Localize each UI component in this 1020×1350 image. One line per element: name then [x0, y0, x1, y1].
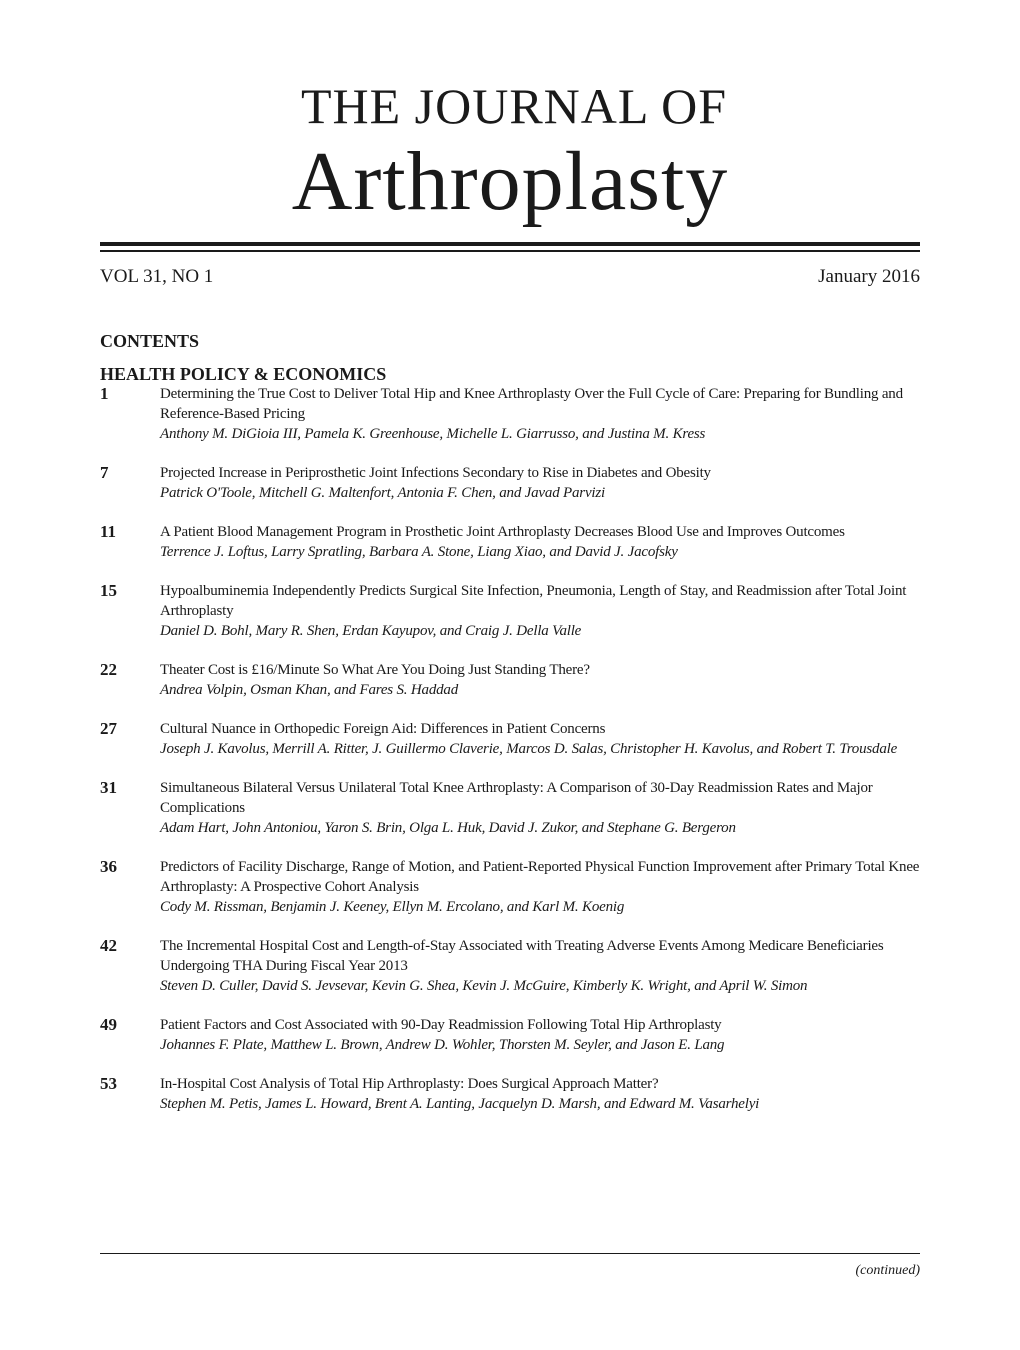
- page-number: 1: [100, 384, 109, 403]
- article-title[interactable]: Projected Increase in Periprosthetic Joint Infections Secondary to Rise in Diabetes and Obesity: [160, 465, 711, 481]
- article-title[interactable]: Predictors of Facility Discharge, Range of Motion, and Patient-Reported Physical Function Improvement after Primary Total Knee Arthroplasty: A Prospective Cohort Analysis: [160, 859, 920, 895]
- toc-entry[interactable]: [100, 384, 925, 444]
- issue-date: January 2016: [818, 266, 920, 287]
- article-authors: Adam Hart, John Antoniou, Yaron S. Brin, Olga L. Huk, David J. Zukor, and Stephane G. Bergeron: [160, 820, 736, 836]
- article-authors: Stephen M. Petis, James L. Howard, Brent A. Lanting, Jacquelyn D. Marsh, and Edward M. Vasarhelyi: [160, 1096, 760, 1112]
- journal-name-prefix: THE JOURNAL OF: [300, 78, 728, 134]
- article-title[interactable]: Determining the True Cost to Deliver Total Hip and Knee Arthroplasty Over the Full Cycle of Care: Preparing for Bundling and Reference-Based Pricing: [160, 386, 903, 422]
- article-authors: Anthony M. DiGioia III, Pamela K. Greenhouse, Michelle L. Giarrusso, and Justina M. Kress: [160, 426, 706, 442]
- issue-info: [100, 264, 920, 290]
- article-authors: Johannes F. Plate, Matthew L. Brown, Andrew D. Wohler, Thorsten M. Seyler, and Jason E. Lang: [160, 1037, 725, 1053]
- article-title[interactable]: The Incremental Hospital Cost and Length-of-Stay Associated with Treating Adverse Events Among Medicare Beneficiaries Undergoing THA During Fiscal Year 2013: [160, 938, 884, 974]
- article-title[interactable]: Hypoalbuminemia Independently Predicts Surgical Site Infection, Pneumonia, Length of Stay, and Readmission after Total Joint Arthroplasty: [160, 583, 907, 619]
- toc-entry[interactable]: [100, 660, 925, 700]
- article-title[interactable]: In-Hospital Cost Analysis of Total Hip Arthroplasty: Does Surgical Approach Matter?: [160, 1076, 659, 1092]
- toc-entry[interactable]: [100, 719, 925, 759]
- toc-entry[interactable]: [100, 581, 925, 641]
- page-number: 27: [100, 719, 117, 738]
- page-number: 7: [100, 463, 109, 482]
- section-heading: HEALTH POLICY & ECONOMICS: [100, 364, 387, 384]
- masthead-rule-thin: [100, 250, 920, 252]
- page-number: 49: [100, 1015, 117, 1034]
- contents-heading: CONTENTS: [100, 331, 200, 351]
- article-authors: Terrence J. Loftus, Larry Spratling, Barbara A. Stone, Liang Xiao, and David J. Jacofsky: [160, 544, 678, 560]
- page-number: 36: [100, 857, 117, 876]
- footer-rule: [100, 1253, 920, 1254]
- article-title[interactable]: Theater Cost is £16/Minute So What Are You Doing Just Standing There?: [160, 662, 590, 678]
- page-number: 42: [100, 936, 117, 955]
- article-title[interactable]: Simultaneous Bilateral Versus Unilateral Total Knee Arthroplasty: A Comparison of 30-Day Readmission Rates and Major Complications: [160, 780, 873, 816]
- page-number: 11: [100, 522, 117, 541]
- toc-entry[interactable]: [100, 857, 925, 917]
- volume-number: VOL 31, NO 1: [100, 266, 214, 287]
- article-authors: Joseph J. Kavolus, Merrill A. Ritter, J. Guillermo Claverie, Marcos D. Salas, Christopher H. Kavolus, and Robert T. Trousdale: [160, 741, 898, 757]
- toc-entry[interactable]: [100, 936, 925, 996]
- toc-entry[interactable]: [100, 1015, 925, 1055]
- article-title[interactable]: Cultural Nuance in Orthopedic Foreign Aid: Differences in Patient Concerns: [160, 721, 606, 737]
- masthead-rule-thick: [100, 242, 920, 246]
- toc-entry[interactable]: [100, 778, 925, 838]
- page-number: 53: [100, 1074, 117, 1093]
- toc-entry[interactable]: [100, 1074, 925, 1114]
- page-number: 15: [100, 581, 117, 600]
- article-authors: Steven D. Culler, David S. Jevsevar, Kevin G. Shea, Kevin J. McGuire, Kimberly K. Wright, and April W. Simon: [160, 978, 808, 994]
- article-title[interactable]: A Patient Blood Management Program in Prosthetic Joint Arthroplasty Decreases Blood Use and Improves Outcomes: [160, 524, 845, 540]
- page-number: 31: [100, 778, 117, 797]
- article-authors: Andrea Volpin, Osman Khan, and Fares S. Haddad: [160, 682, 459, 698]
- continued-label: (continued): [855, 1263, 920, 1278]
- article-authors: Daniel D. Bohl, Mary R. Shen, Erdan Kayupov, and Craig J. Della Valle: [160, 623, 582, 639]
- page-number: 22: [100, 660, 117, 679]
- toc-entry[interactable]: [100, 463, 925, 503]
- article-title[interactable]: Patient Factors and Cost Associated with 90-Day Readmission Following Total Hip Arthroplasty: [160, 1017, 722, 1033]
- article-authors: Patrick O'Toole, Mitchell G. Maltenfort, Antonia F. Chen, and Javad Parvizi: [160, 485, 605, 501]
- table-of-contents: [100, 384, 925, 1133]
- article-authors: Cody M. Rissman, Benjamin J. Keeney, Ellyn M. Ercolano, and Karl M. Koenig: [160, 899, 625, 915]
- toc-entry[interactable]: [100, 522, 925, 562]
- journal-name: Arthroplasty: [291, 135, 729, 228]
